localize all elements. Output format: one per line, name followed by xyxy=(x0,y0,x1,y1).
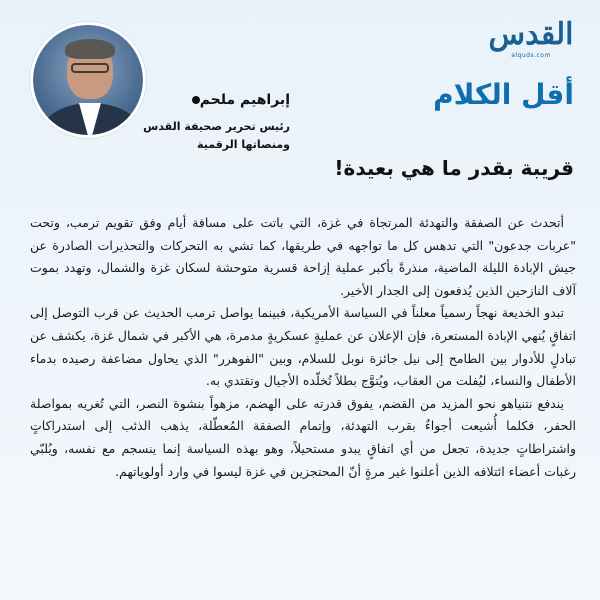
newspaper-logo xyxy=(488,18,574,64)
article-headline: قريبة بقدر ما هي بعيدة! xyxy=(334,156,574,180)
author-role: رئيس تحرير صحيفة القدس ومنصاتها الرقمية xyxy=(143,120,290,151)
logo-subtext: alquds.com xyxy=(511,52,551,59)
author-name-text: إبراهيم ملحم xyxy=(199,92,290,108)
article-paragraph: أتحدث عن الصفقة والتهدئة المرتجاة في غزة، التي باتت على مسافة أيام وفق تقويم ترمب، وتحت "عربات جدعون" التي تدهس كل ما تواجهه في طريقها، كما تشي به التحركات والتحذيرات الصادرة عن جيش الإبادة الليلة الماضية، منذرةً بأكبر عملية إزاحة قسرية متوحشة لسكان غزة والشمال، وتهدد بموت آلاف النازحين الذين يُدفعون إلى الجدار الأخير. xyxy=(30,215,576,298)
author-name xyxy=(186,92,290,108)
bullet-icon xyxy=(192,96,200,104)
article-paragraph: تبدو الخديعة نهجاً رسمياً معلناً في السياسة الأمريكية، فبينما يواصل ترمب الحديث عن قرب التوصل إلى اتفاقٍ يُنهي الإبادة المستعرة، فإن الإعلان عن عمليةٍ عسكريةٍ مدمرة، هي الأكبر في شمال غزة، يكشف عن تبادلٍ للأدوار بين الطامح إلى نيل جائزة نوبل للسلام، وبين "الفوهرر" الذي يحاول مضاعفة رصيده بدماء الأطفال والنساء، ليُفلت من العقاب، ويُتوَّج بطلاً تُخلّده الأجيال وتقتدي به. xyxy=(30,305,576,389)
article-paragraph: يندفع نتنياهو نحو المزيد من القضم، يفوق قدرته على الهضم، مزهواً بنشوة النصر، التي تُغريه بمواصلة الحفر، فكلما أُشيعت أجواءٌ بقرب التهدئة، وإتمام الصفقة المُعطّلة، يذهب الذئب إلى استدراكاتٍ واشتراطاتٍ جديدة، تجعل من أي اتفاقٍ يبدو مستحيلاً، وهو بهذه السياسة إنما ينسجم مع نفسه، ويُلبّي رغبات أعضاء ائتلافه الذين أعلنوا غير مرةٍ أنّ المحتجزين في غزة ليسوا في وارد أولوياتهم. xyxy=(30,395,576,479)
article-body xyxy=(30,212,576,483)
author-avatar xyxy=(30,22,146,138)
column-title: أقل الكلام xyxy=(433,78,574,111)
logo-text: القدس xyxy=(488,17,574,52)
author-photo xyxy=(33,25,143,135)
